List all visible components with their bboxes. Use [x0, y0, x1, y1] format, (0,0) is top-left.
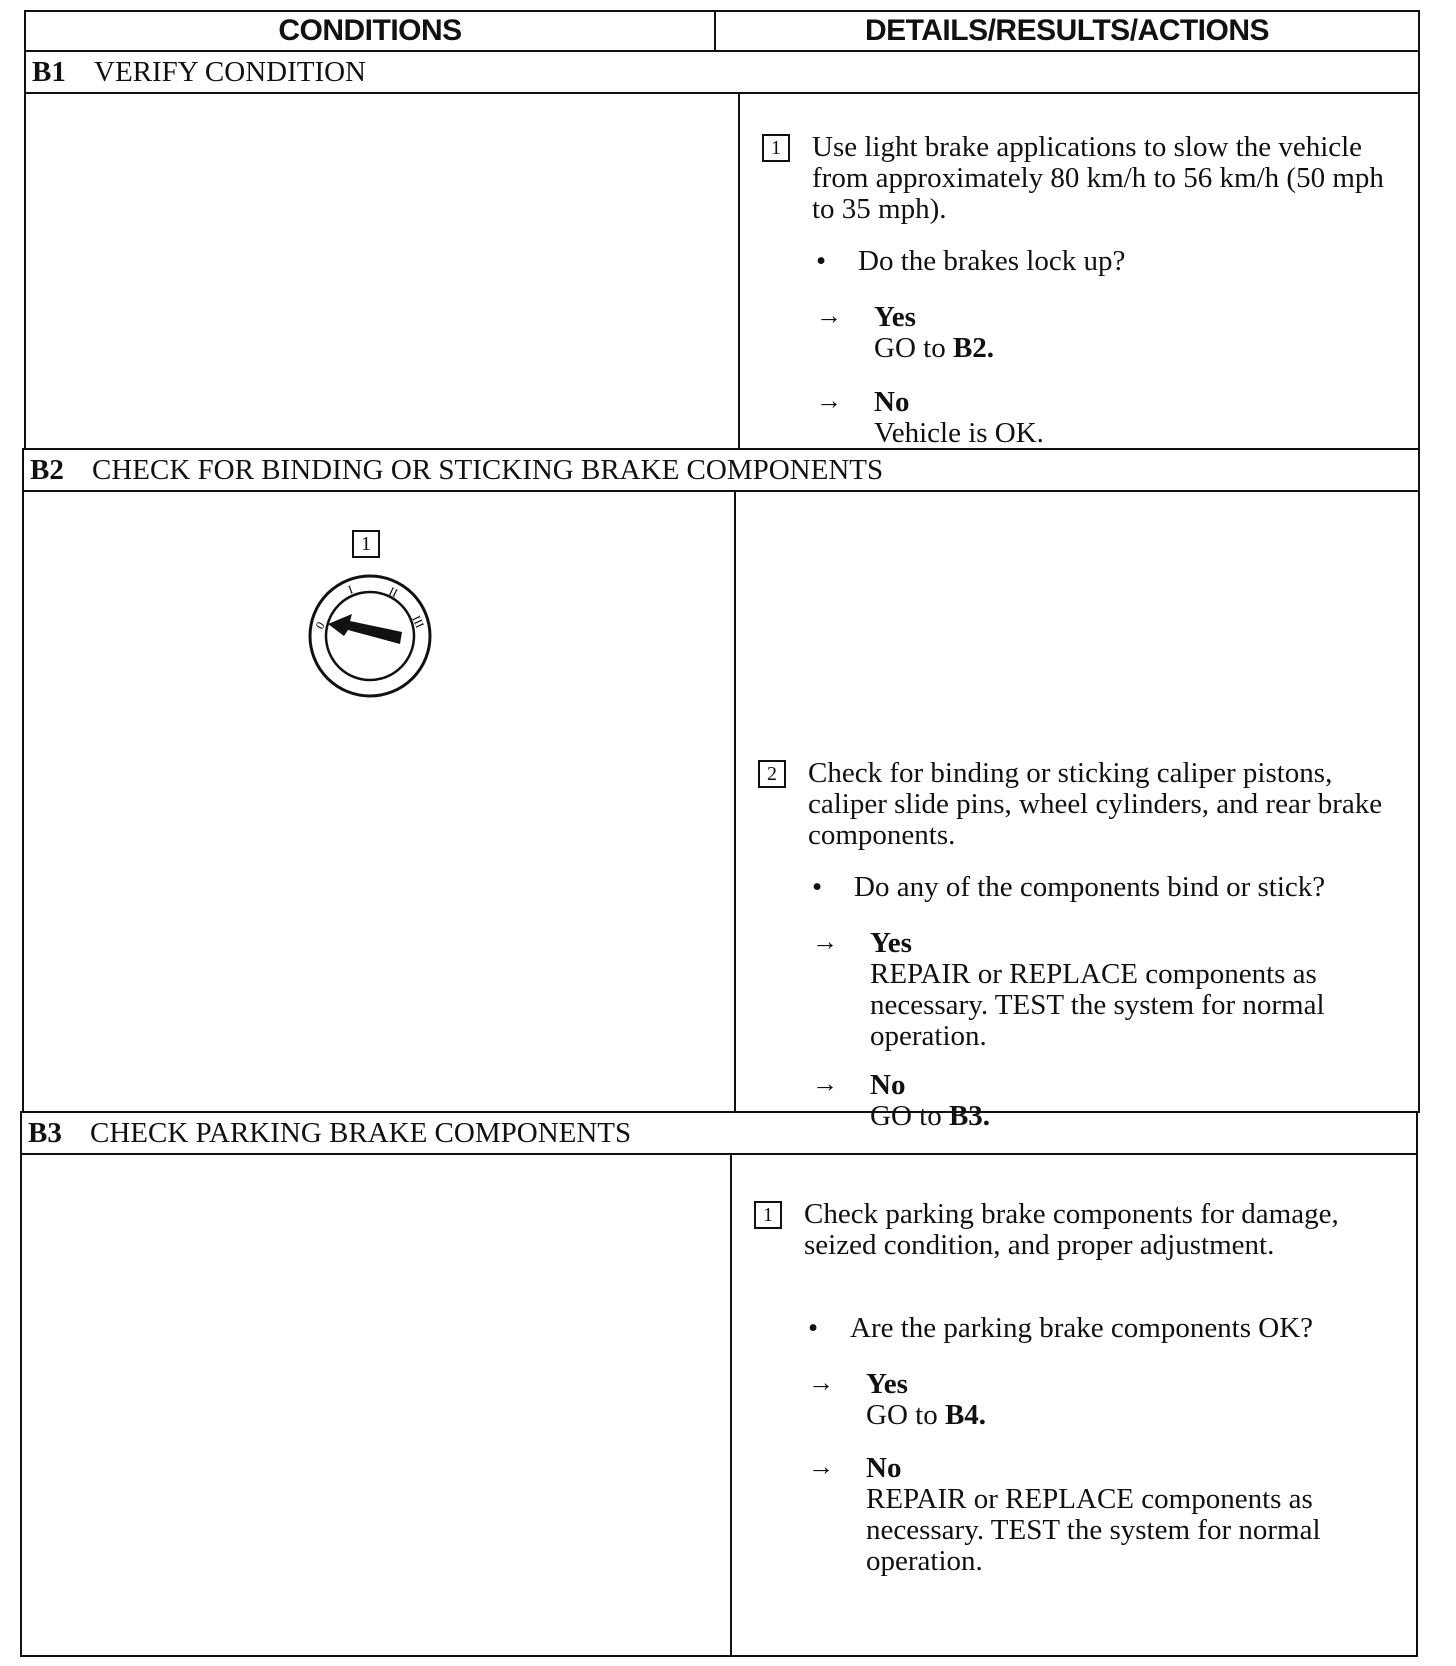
yes-action: REPAIR or REPLACE components as necessary. TEST the system for normal operation.	[870, 958, 1325, 1052]
step-number-box: 1	[762, 134, 790, 162]
yes-label: Yes	[866, 1368, 908, 1400]
ignition-switch-off-icon	[306, 574, 436, 698]
no-label: No	[870, 1069, 906, 1101]
no-action: Vehicle is OK.	[874, 417, 1044, 449]
goto-ref: B3.	[948, 1100, 991, 1132]
section-code: B3	[28, 1116, 62, 1149]
yes-action	[874, 333, 994, 364]
yes-answer	[816, 302, 1376, 364]
question-text: Do any of the components bind or stick?	[854, 871, 1326, 903]
no-label: No	[874, 386, 910, 418]
ignition-position-2: II	[386, 584, 400, 601]
section-b2	[22, 448, 1420, 1132]
yes-answer	[808, 1369, 1368, 1431]
arrow-right-icon: →	[816, 386, 842, 415]
section-code: B1	[32, 55, 66, 88]
section-title-text: VERIFY CONDITION	[94, 55, 366, 88]
column-divider	[738, 92, 740, 448]
diagnostic-table	[18, 10, 1418, 1658]
no-label: No	[866, 1452, 902, 1484]
step-text: Check parking brake components for damage, seized condition, and proper adjustment.	[804, 1198, 1339, 1261]
conditions-header: CONDITIONS	[26, 12, 716, 50]
section-b3-title	[22, 1113, 1416, 1155]
yes-label: Yes	[874, 301, 916, 333]
question-text: Do the brakes lock up?	[858, 245, 1126, 277]
arrow-right-icon: →	[816, 301, 842, 330]
step-number-box: 2	[758, 760, 786, 788]
no-action-text: GO to	[870, 1100, 949, 1132]
ignition-position-1: I	[346, 582, 355, 597]
column-divider	[734, 490, 736, 1111]
column-divider	[730, 1153, 732, 1655]
step-number-box: 1	[754, 1201, 782, 1229]
bullet-icon: •	[808, 1312, 819, 1344]
ignition-position-off: 0	[312, 619, 328, 632]
arrow-right-icon: →	[808, 1452, 834, 1481]
no-answer	[816, 387, 1376, 449]
yes-action-text: GO to	[866, 1399, 945, 1431]
section-title-text: CHECK PARKING BRAKE COMPONENTS	[90, 1116, 632, 1149]
figure-step-box: 1	[352, 530, 380, 558]
section-code: B2	[30, 453, 64, 486]
details-header: DETAILS/RESULTS/ACTIONS	[864, 14, 1270, 47]
table-header	[24, 10, 1420, 52]
section-b3	[20, 1111, 1418, 1657]
yes-answer	[812, 928, 1372, 1052]
yes-action-text: GO to	[874, 332, 953, 364]
question-text: Are the parking brake components OK?	[850, 1312, 1314, 1344]
ignition-key-arrow	[328, 614, 402, 644]
section-b3-body	[22, 1153, 1416, 1655]
yes-label: Yes	[870, 927, 912, 959]
step-text: Use light brake applications to slow the vehicle from approximately 80 km/h to 56 km/h (50 mph to 35 mph).	[812, 131, 1384, 225]
section-b2-body	[24, 490, 1418, 1132]
section-b1-title	[26, 52, 1418, 94]
ignition-position-3: III	[409, 613, 428, 631]
section-b1-body	[26, 92, 1418, 448]
goto-ref: B4.	[944, 1399, 987, 1431]
goto-ref: B2.	[952, 332, 995, 364]
arrow-right-icon: →	[812, 1069, 838, 1098]
section-b1	[24, 50, 1420, 450]
arrow-right-icon: →	[812, 927, 838, 956]
no-action: REPAIR or REPLACE components as necessary. TEST the system for normal operation.	[866, 1483, 1321, 1577]
section-title-text: CHECK FOR BINDING OR STICKING BRAKE COMPONENTS	[92, 453, 884, 486]
section-b2-title	[24, 450, 1418, 492]
bullet-icon: •	[816, 245, 827, 277]
no-answer	[808, 1453, 1368, 1577]
arrow-right-icon: →	[808, 1368, 834, 1397]
bullet-icon: •	[812, 871, 823, 903]
yes-action	[866, 1400, 986, 1431]
step-text: Check for binding or sticking caliper pistons, caliper slide pins, wheel cylinders, and rear brake components.	[808, 757, 1383, 851]
